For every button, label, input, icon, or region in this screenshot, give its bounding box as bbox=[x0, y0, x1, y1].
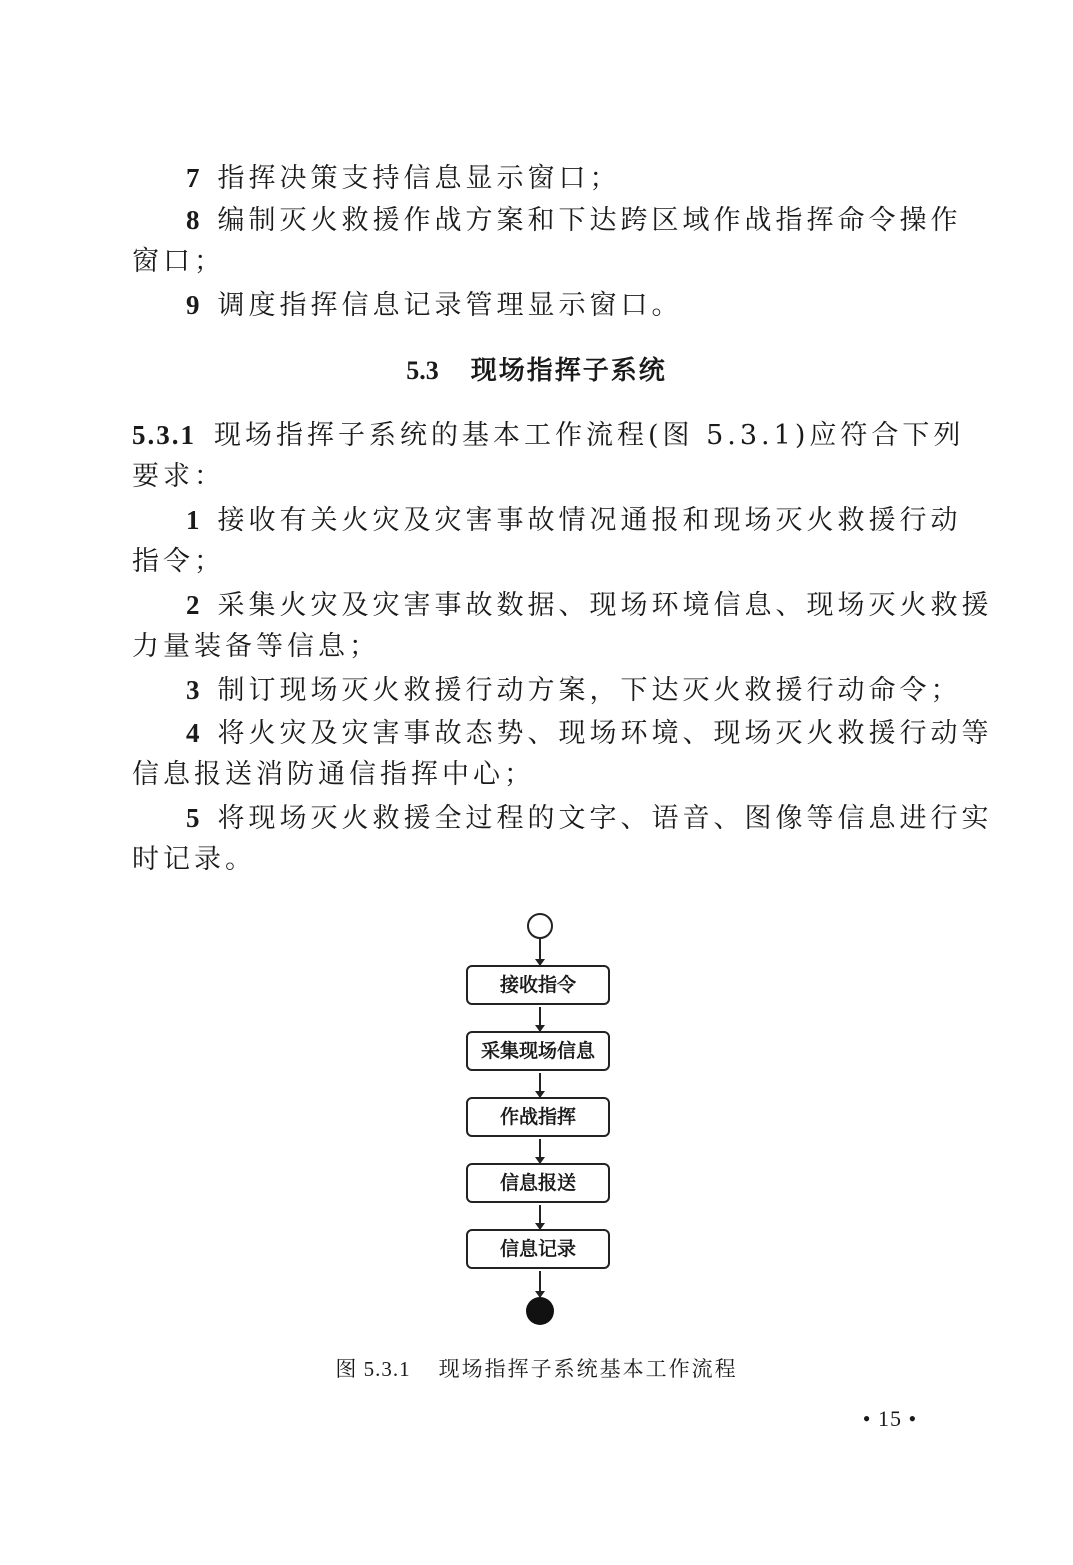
item-text: 窗口； bbox=[132, 246, 225, 277]
flow-arrow bbox=[539, 937, 541, 965]
item-text: 指挥决策支持信息显示窗口； bbox=[217, 163, 621, 194]
figure-caption bbox=[0, 1352, 1073, 1386]
item-text: 编制灭火救援作战方案和下达跨区域作战指挥命令操作 bbox=[217, 205, 962, 236]
item-number: 5 bbox=[186, 803, 200, 833]
clause-5-3-1 bbox=[132, 414, 964, 457]
section-heading bbox=[0, 350, 1073, 392]
section-title: 现场指挥子系统 bbox=[470, 356, 667, 386]
list-item-8-continuation bbox=[132, 241, 225, 283]
item-text: 调度指挥信息记录管理显示窗口。 bbox=[217, 290, 683, 321]
item-number: 7 bbox=[186, 163, 200, 193]
requirement-1-continuation bbox=[132, 541, 225, 583]
clause-continuation bbox=[132, 456, 225, 498]
flowchart-figure bbox=[440, 905, 640, 1335]
figure-label: 图 5.3.1 bbox=[335, 1357, 411, 1381]
requirement-4-continuation bbox=[132, 754, 535, 796]
flow-step-collect-info: 采集现场信息 bbox=[466, 1031, 610, 1071]
flow-end-node bbox=[526, 1297, 554, 1325]
flow-arrow bbox=[539, 1139, 541, 1163]
item-text: 将火灾及灾害事故态势、现场环境、现场灭火救援行动等 bbox=[217, 718, 993, 749]
item-text: 将现场灭火救援全过程的文字、语音、图像等信息进行实 bbox=[217, 803, 993, 834]
flow-step-record: 信息记录 bbox=[466, 1229, 610, 1269]
flow-step-command: 作战指挥 bbox=[466, 1097, 610, 1137]
requirement-5 bbox=[186, 797, 993, 840]
page-number: • 15 • bbox=[862, 1406, 918, 1431]
flow-step-report: 信息报送 bbox=[466, 1163, 610, 1203]
requirement-2-continuation bbox=[132, 626, 380, 668]
requirement-2 bbox=[186, 584, 993, 627]
requirement-5-continuation bbox=[132, 839, 256, 881]
flow-arrow bbox=[539, 1007, 541, 1031]
item-number: 2 bbox=[186, 590, 200, 620]
item-text: 制订现场灭火救援行动方案，下达灭火救援行动命令； bbox=[217, 675, 962, 706]
flow-arrow bbox=[539, 1271, 541, 1297]
item-number: 8 bbox=[186, 205, 200, 235]
item-text: 指令； bbox=[132, 546, 225, 577]
requirement-3 bbox=[186, 669, 962, 712]
section-number: 5.3 bbox=[406, 356, 439, 385]
item-number: 9 bbox=[186, 290, 200, 320]
item-text: 采集火灾及灾害事故数据、现场环境信息、现场灭火救援 bbox=[217, 590, 993, 621]
item-text: 信息报送消防通信指挥中心； bbox=[132, 759, 535, 790]
list-item-8 bbox=[186, 199, 962, 242]
clause-text: 要求： bbox=[132, 461, 225, 492]
list-item-9 bbox=[186, 284, 683, 327]
requirement-4 bbox=[186, 712, 993, 755]
clause-text: 现场指挥子系统的基本工作流程(图 5.3.1)应符合下列 bbox=[214, 420, 965, 451]
figure-title: 现场指挥子系统基本工作流程 bbox=[438, 1357, 738, 1381]
flow-arrow bbox=[539, 1073, 541, 1097]
clause-number: 5.3.1 bbox=[132, 420, 196, 450]
flow-step-receive-command: 接收指令 bbox=[466, 965, 610, 1005]
list-item-7 bbox=[186, 157, 621, 200]
requirement-1 bbox=[186, 499, 962, 542]
flow-start-node bbox=[527, 913, 553, 939]
item-number: 1 bbox=[186, 505, 200, 535]
item-number: 3 bbox=[186, 675, 200, 705]
item-text: 力量装备等信息； bbox=[132, 631, 380, 662]
item-text: 接收有关火灾及灾害事故情况通报和现场灭火救援行动 bbox=[217, 505, 962, 536]
item-number: 4 bbox=[186, 718, 200, 748]
flow-arrow bbox=[539, 1205, 541, 1229]
item-text: 时记录。 bbox=[132, 844, 256, 875]
